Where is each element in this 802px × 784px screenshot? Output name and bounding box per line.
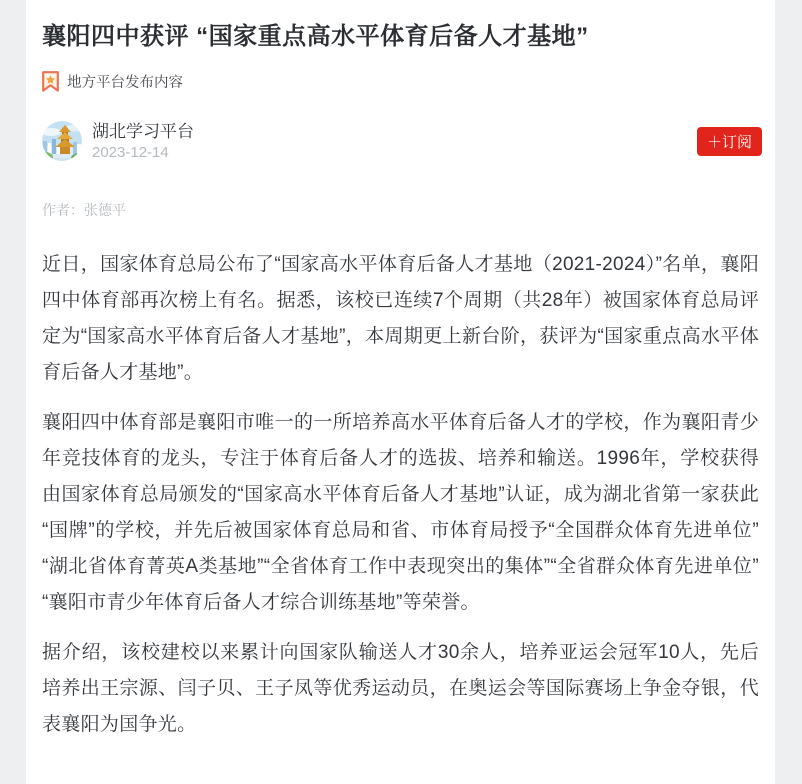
platform-badge: [42, 70, 759, 92]
article-card: [26, 0, 775, 784]
article-paragraph: 据介绍，该校建校以来累计向国家队输送人才30余人，培养亚运会冠军10人，先后培养出王宗源、闫子贝、王子凤等优秀运动员，在奥运会等国际赛场上争金夺银，代表襄阳为国争光。: [42, 642, 759, 735]
subscribe-button[interactable]: ＋订阅: [697, 127, 762, 156]
article-paragraph: 近日，国家体育总局公布了“国家高水平体育后备人才基地（2021-2024）”名单，襄阳四中体育部再次榜上有名。据悉，该校已连续7个周期（共28年）被国家体育总局评定为“国家高水平体育后备人才基地”，本周期更上新台阶，获评为“国家重点高水平体育后备人才基地”。: [42, 254, 759, 383]
article-title: 襄阳四中获评 “国家重点高水平体育后备人才基地”: [42, 23, 589, 50]
publisher-row: [42, 121, 759, 161]
article-paragraph: 襄阳四中体育部是襄阳市唯一的一所培养高水平体育后备人才的学校，作为襄阳青少年竞技体育的龙头，专注于体育后备人才的选拔、培养和输送。1996年，学校获得由国家体育总局颁发的“国家高水平体育后备人才基地”认证，成为湖北省第一家获此“国牌”的学校，并先后被国家体育总局和省、市体育局授予“全国群众体育先进单位”“湖北省体育菁英A类基地”“全省体育工作中表现突出的集体”“全省群众体育先进单位”“襄阳市青少年体育后备人才综合训练基地”等荣誉。: [42, 412, 759, 613]
article-body: [42, 247, 759, 743]
author-byline: 作者：张德平: [42, 202, 126, 218]
publisher-avatar[interactable]: [42, 121, 82, 161]
publish-date: 2023-12-14: [92, 143, 169, 161]
bookmark-star-icon: [42, 71, 59, 92]
platform-badge-label: 地方平台发布内容: [67, 74, 183, 91]
publisher-info: [92, 122, 194, 161]
publisher-name[interactable]: 湖北学习平台: [92, 121, 194, 141]
